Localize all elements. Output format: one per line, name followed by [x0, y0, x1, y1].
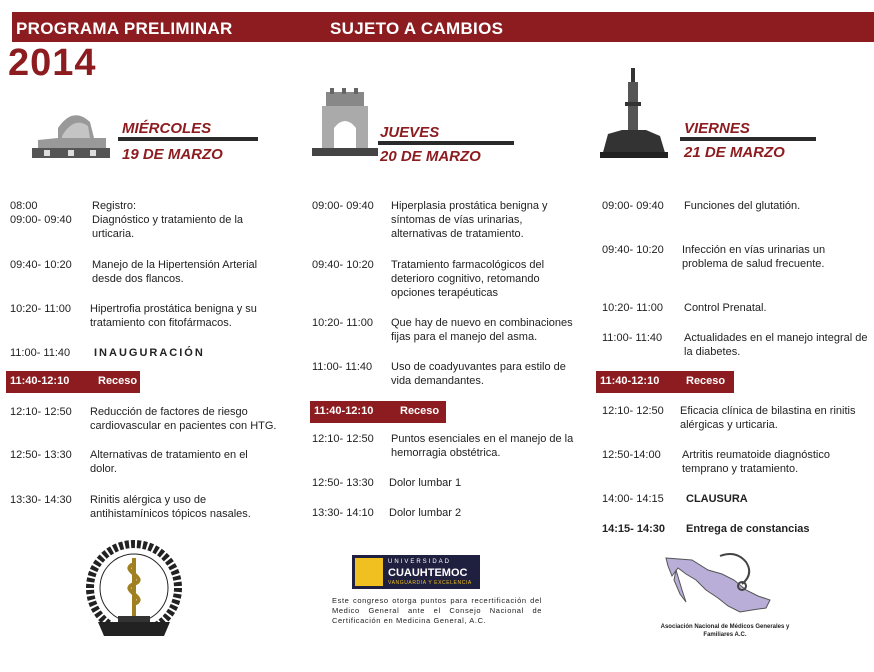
recess-bar: 11:40-12:10 Receso — [6, 371, 140, 393]
medical-college-seal-logo — [78, 538, 190, 642]
program-title: PROGRAMA PRELIMINAR — [16, 19, 233, 38]
subject-to-change: SUJETO A CAMBIOS — [330, 19, 504, 38]
arch-monument-illustration — [312, 88, 378, 158]
recess-bar: 11:40-12:10 Receso — [310, 401, 446, 423]
day-date: 20 DE MARZO — [380, 148, 481, 165]
recess-bar: 11:40-12:10 Receso — [596, 371, 734, 393]
day-name: MIÉRCOLES — [122, 120, 212, 137]
dome-building-illustration — [28, 108, 112, 160]
day-date: 21 DE MARZO — [684, 144, 785, 161]
year-heading: 2014 — [8, 42, 97, 84]
header-bar — [12, 12, 874, 42]
mexico-map-association-logo — [662, 550, 778, 622]
day-name: JUEVES — [380, 124, 440, 141]
day-name: VIERNES — [684, 120, 750, 137]
university-logo: UNIVERSIDAD CUAUHTEMOC VANGUARDIA Y EXCELENCIA — [352, 555, 480, 589]
tower-monument-illustration — [600, 68, 668, 158]
association-name: Asociación Nacional de Médicos Generales y Familiares A.C. — [660, 624, 790, 638]
recertification-note: Este congreso otorga puntos para recertificación del Medico General ante el Consejo Nacional de Certificación en Medicina General, A.C. — [332, 596, 542, 625]
day-date: 19 DE MARZO — [122, 146, 223, 163]
